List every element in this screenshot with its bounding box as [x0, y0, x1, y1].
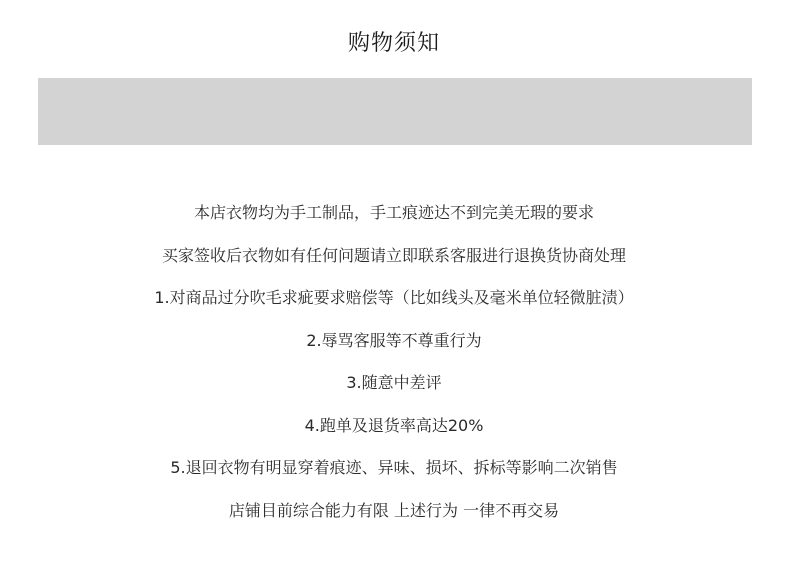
- notice-line: 1.对商品过分吹毛求疵要求赔偿等（比如线头及毫米单位轻微脏渍）: [154, 288, 634, 307]
- notice-list: [0, 196, 788, 536]
- notice-line: 3.随意中差评: [346, 373, 442, 392]
- notice-line: 本店衣物均为手工制品，手工痕迹达不到完美无瑕的要求: [193, 203, 594, 222]
- notice-line: 5.退回衣物有明显穿着痕迹、异味、损坏、拆标等影响二次销售: [170, 458, 618, 477]
- notice-line: 4.跑单及退货率高达20%: [304, 415, 484, 435]
- gray-banner: [38, 78, 752, 145]
- notice-line: 2.辱骂客服等不尊重行为: [306, 330, 482, 350]
- notice-line: 店铺目前综合能力有限 上述行为 一律不再交易: [228, 500, 560, 520]
- page-title: 购物须知: [347, 31, 440, 56]
- notice-line: 买家签收后衣物如有任何问题请立即联系客服进行退换货协商处理: [161, 245, 626, 265]
